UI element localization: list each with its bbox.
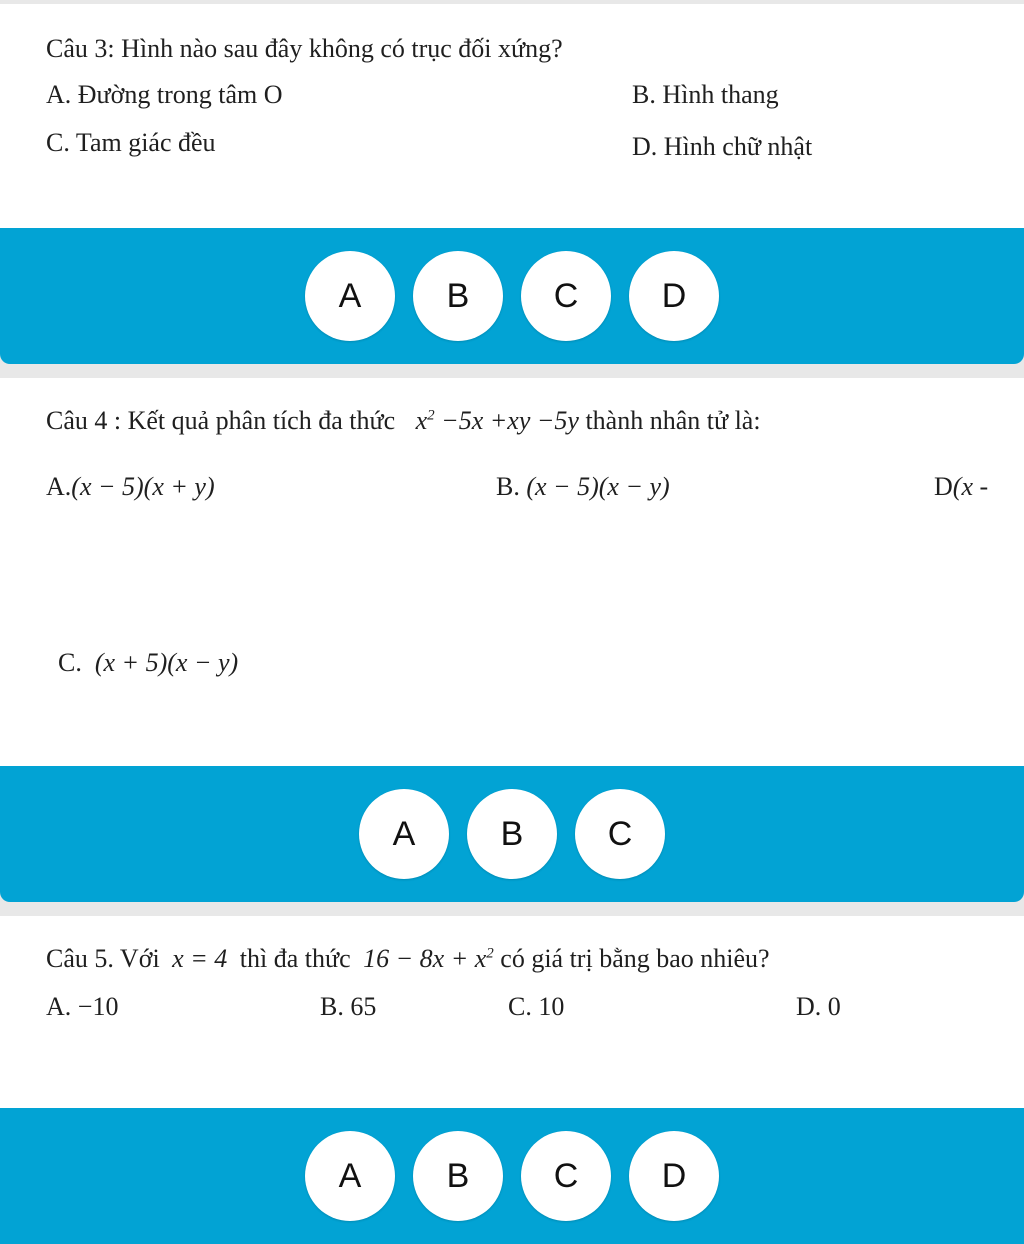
q5-mid: thì đa thức [239,944,351,973]
q4-option-d-label: D [934,472,953,501]
q4-option-a-label: A. [46,472,72,501]
q4-option-c-expr: (x + 5)(x − y) [94,648,239,677]
q3-answer-button-a[interactable]: A [305,251,395,341]
q5-expr-main: 16 − 8x + x [363,944,487,973]
q4-answer-button-a[interactable]: A [359,789,449,879]
q5-answer-button-c[interactable]: C [521,1131,611,1221]
q4-option-a-expr: (x − 5)(x + y) [71,472,215,501]
q3-option-b: B. Hình thang [632,80,779,109]
question-4-card [0,378,1024,766]
q4-option-b [496,472,670,502]
q3-answer-button-d[interactable]: D [629,251,719,341]
q4-option-c-label: C. [58,648,82,677]
q3-answer-bar [0,228,1024,364]
q4-answer-bar [0,766,1024,902]
q4-answer-button-b[interactable]: B [467,789,557,879]
q3-answer-button-c[interactable]: C [521,251,611,341]
q5-option-d: D. 0 [796,992,841,1021]
q4-prefix: Câu 4 : Kết quả phân tích đa thức [46,406,396,435]
q4-option-b-expr: (x − 5)(x − y) [526,472,670,501]
q4-option-b-label: B. [496,472,520,501]
q5-option-c: C. 10 [508,992,565,1021]
q3-option-c: C. Tam giác đều [46,128,216,157]
q5-prefix: Câu 5. Với [46,944,160,973]
q3-answer-button-b[interactable]: B [413,251,503,341]
q5-answer-bar [0,1108,1024,1244]
q5-suffix: có giá trị bằng bao nhiêu? [500,944,770,973]
q5-option-b: B. 65 [320,992,377,1021]
q5-expr [363,944,494,973]
q4-option-d-expr: (x - [952,472,989,501]
question-5-card [0,916,1024,1108]
q4-expr-exp: 2 [427,407,435,424]
q4-option-c [58,648,238,678]
q5-option-a: A. −10 [46,992,119,1021]
q5-question [46,944,770,974]
q5-answer-button-a[interactable]: A [305,1131,395,1221]
q4-option-d [934,472,988,502]
q5-answer-button-b[interactable]: B [413,1131,503,1221]
q5-expr-exp: 2 [486,945,494,962]
q4-expr-base: x [415,406,428,435]
q4-expr-rest: −5x +xy −5y [434,406,579,435]
q4-expr [416,406,579,435]
question-3-card [0,4,1024,228]
q4-question [46,406,761,436]
q5-condition: x = 4 [172,944,228,973]
q5-answer-button-d[interactable]: D [629,1131,719,1221]
q4-answer-button-c[interactable]: C [575,789,665,879]
q4-option-a [46,472,215,502]
q3-option-a: A. Đường trong tâm O [46,80,283,109]
q3-option-d: D. Hình chữ nhật [632,132,813,161]
q3-question: Câu 3: Hình nào sau đây không có trục đối xứng? [46,34,563,63]
q4-suffix: thành nhân tử là: [585,406,761,435]
